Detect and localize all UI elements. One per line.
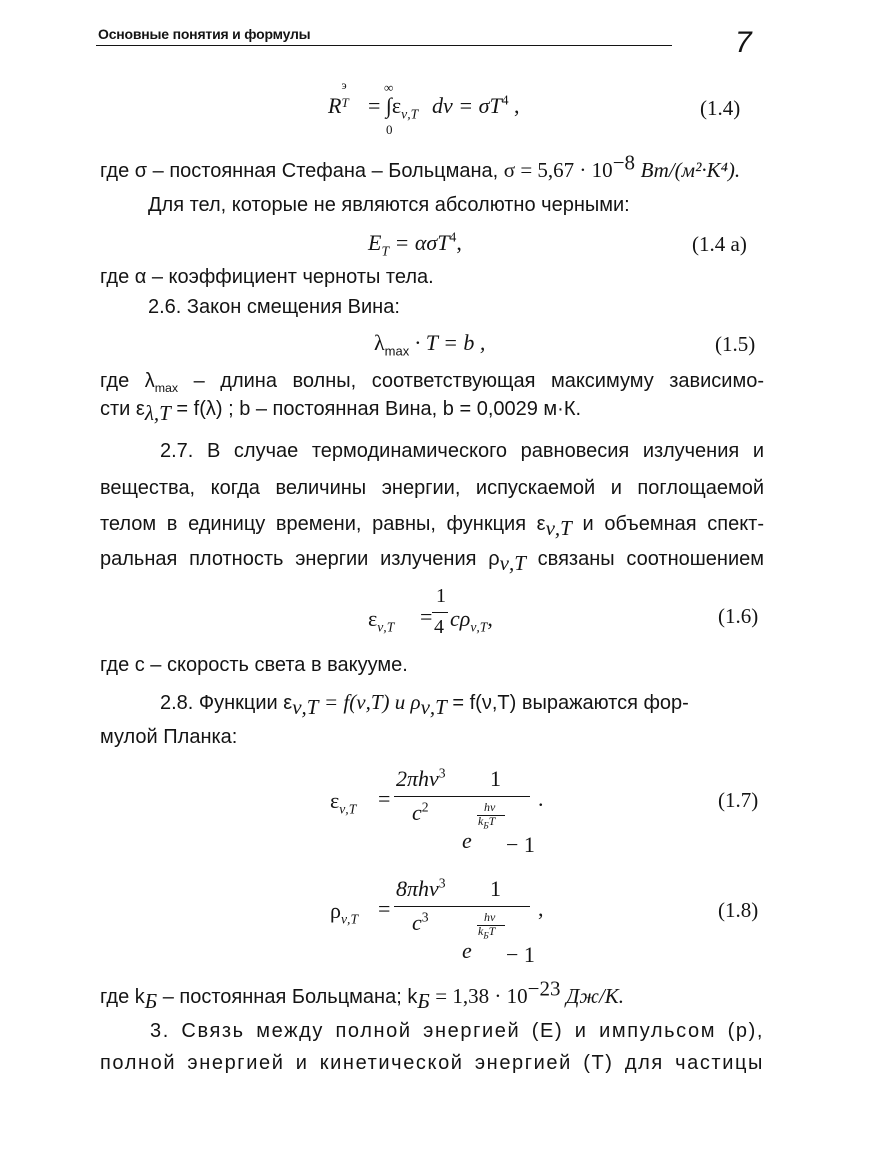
eq-1-8-exp-den: $k_БT$ — [478, 924, 496, 941]
para-2-7-line-2: вещества, когда величины энергии, испускаемой и поглощаемой — [100, 477, 764, 499]
fraction-bar — [462, 906, 530, 907]
eq-1-8-exp-base: e — [462, 938, 472, 963]
eq-1-8-exp-num: hν — [484, 910, 496, 924]
header-rule — [96, 45, 672, 46]
para-3-line-2: полной энергией и кинетической энергией (T) для частицы — [100, 1052, 764, 1074]
para-2-8-line-2: мулой Планка: — [100, 726, 238, 748]
fraction-bar — [394, 796, 462, 797]
para-2-7-line-4: ральная плотность энергии излучения $\rho_{\nu,T}$ связаны соотношением — [100, 548, 765, 575]
frac-1-6-den: 4 — [434, 616, 444, 638]
eq-1-7-num1: 2πhν$^3$ — [396, 765, 446, 791]
para-3-line-1: 3. Связь между полной энергией (E) и импульсом (p), — [150, 1020, 764, 1042]
eq-1-4-integrand: = $\int\varepsilon_{\nu,T}$ — [368, 93, 419, 122]
eq-1-7-exp-base: e — [462, 828, 472, 853]
eq-1-8-num2: 1 — [490, 876, 501, 901]
integral-lower-limit: 0 — [386, 122, 393, 137]
eq-1-8-num1: 8πhν$^3$ — [396, 875, 446, 901]
text-line-not-black: Для тел, которые не являются абсолютно черными: — [148, 194, 630, 216]
frac-1-6-num: 1 — [436, 585, 446, 607]
fraction-bar — [462, 796, 530, 797]
fraction-bar — [394, 906, 462, 907]
eq-1-7-exp-num: hν — [484, 800, 496, 814]
running-header: Основные понятия и формулы — [98, 26, 311, 42]
eq-number-1-6: (1.6) — [718, 604, 759, 628]
eq-1-7-exp-den: $k_БT$ — [478, 814, 496, 831]
para-2-7-line-3: телом в единицу времени, равны, функция $\varepsilon_{\nu,T}$ и объемная спект- — [100, 513, 765, 540]
text-line-speed-of-light: где c – скорость света в вакууме. — [100, 654, 408, 676]
text-line-stefan: где σ – постоянная Стефана – Больцмана, $\sigma = 5,67 \cdot 10^{-8}$ Вт/(м²·К⁴). — [100, 150, 741, 182]
text-line-lambda-max: где $\lambda_{max}$ – длина волны, соответствующая максимуму зависимо- — [100, 370, 764, 395]
fraction-bar — [432, 612, 448, 613]
integral-upper-limit: ∞ — [384, 80, 394, 95]
eq-1-7-den1: $c^2$ — [412, 799, 429, 825]
eq-number-1-7: (1.7) — [718, 788, 759, 812]
eq-1-4-rest: $d\nu = \sigma T^4$ , — [432, 92, 520, 118]
eq-number-1-5: (1.5) — [715, 332, 756, 356]
para-2-7-line-1: 2.7. В случае термодинамического равновесия излучения и — [160, 440, 764, 462]
eq-1-8-minus-one: − 1 — [506, 942, 535, 967]
text-line-alpha: где α – коэффициент черноты тела. — [100, 266, 434, 288]
page-number: 7 — [735, 26, 752, 59]
eq-number-1-4: (1.4) — [700, 96, 741, 120]
eq-1-7-minus-one: − 1 — [506, 832, 535, 857]
eq-1-4-lhs: R э T — [328, 78, 349, 118]
eq-1-7-num2: 1 — [490, 766, 501, 791]
para-2-8-line-1: 2.8. Функции $\varepsilon_{\nu,T} = f(\nu,T)$ и $\rho_{\nu,T} = f(\nu,T)$ выражаются фор- — [160, 690, 689, 719]
section-2-6-heading: 2.6. Закон смещения Вина: — [148, 296, 400, 318]
eq-number-1-4a: (1.4 a) — [692, 232, 747, 256]
eq-number-1-8: (1.8) — [718, 898, 759, 922]
eq-1-8-den1: $c^3$ — [412, 909, 429, 935]
text-line-boltzmann: где $k_Б$ – постоянная Больцмана; $k_Б = 1,38 \cdot 10^{-23}$ Дж/К. — [100, 976, 624, 1013]
text-line-wien-constant: сти $\varepsilon_{\lambda,T} = f(\lambda)$ ; b – постоянная Вина, b = 0,0029 м·К. — [100, 398, 582, 425]
